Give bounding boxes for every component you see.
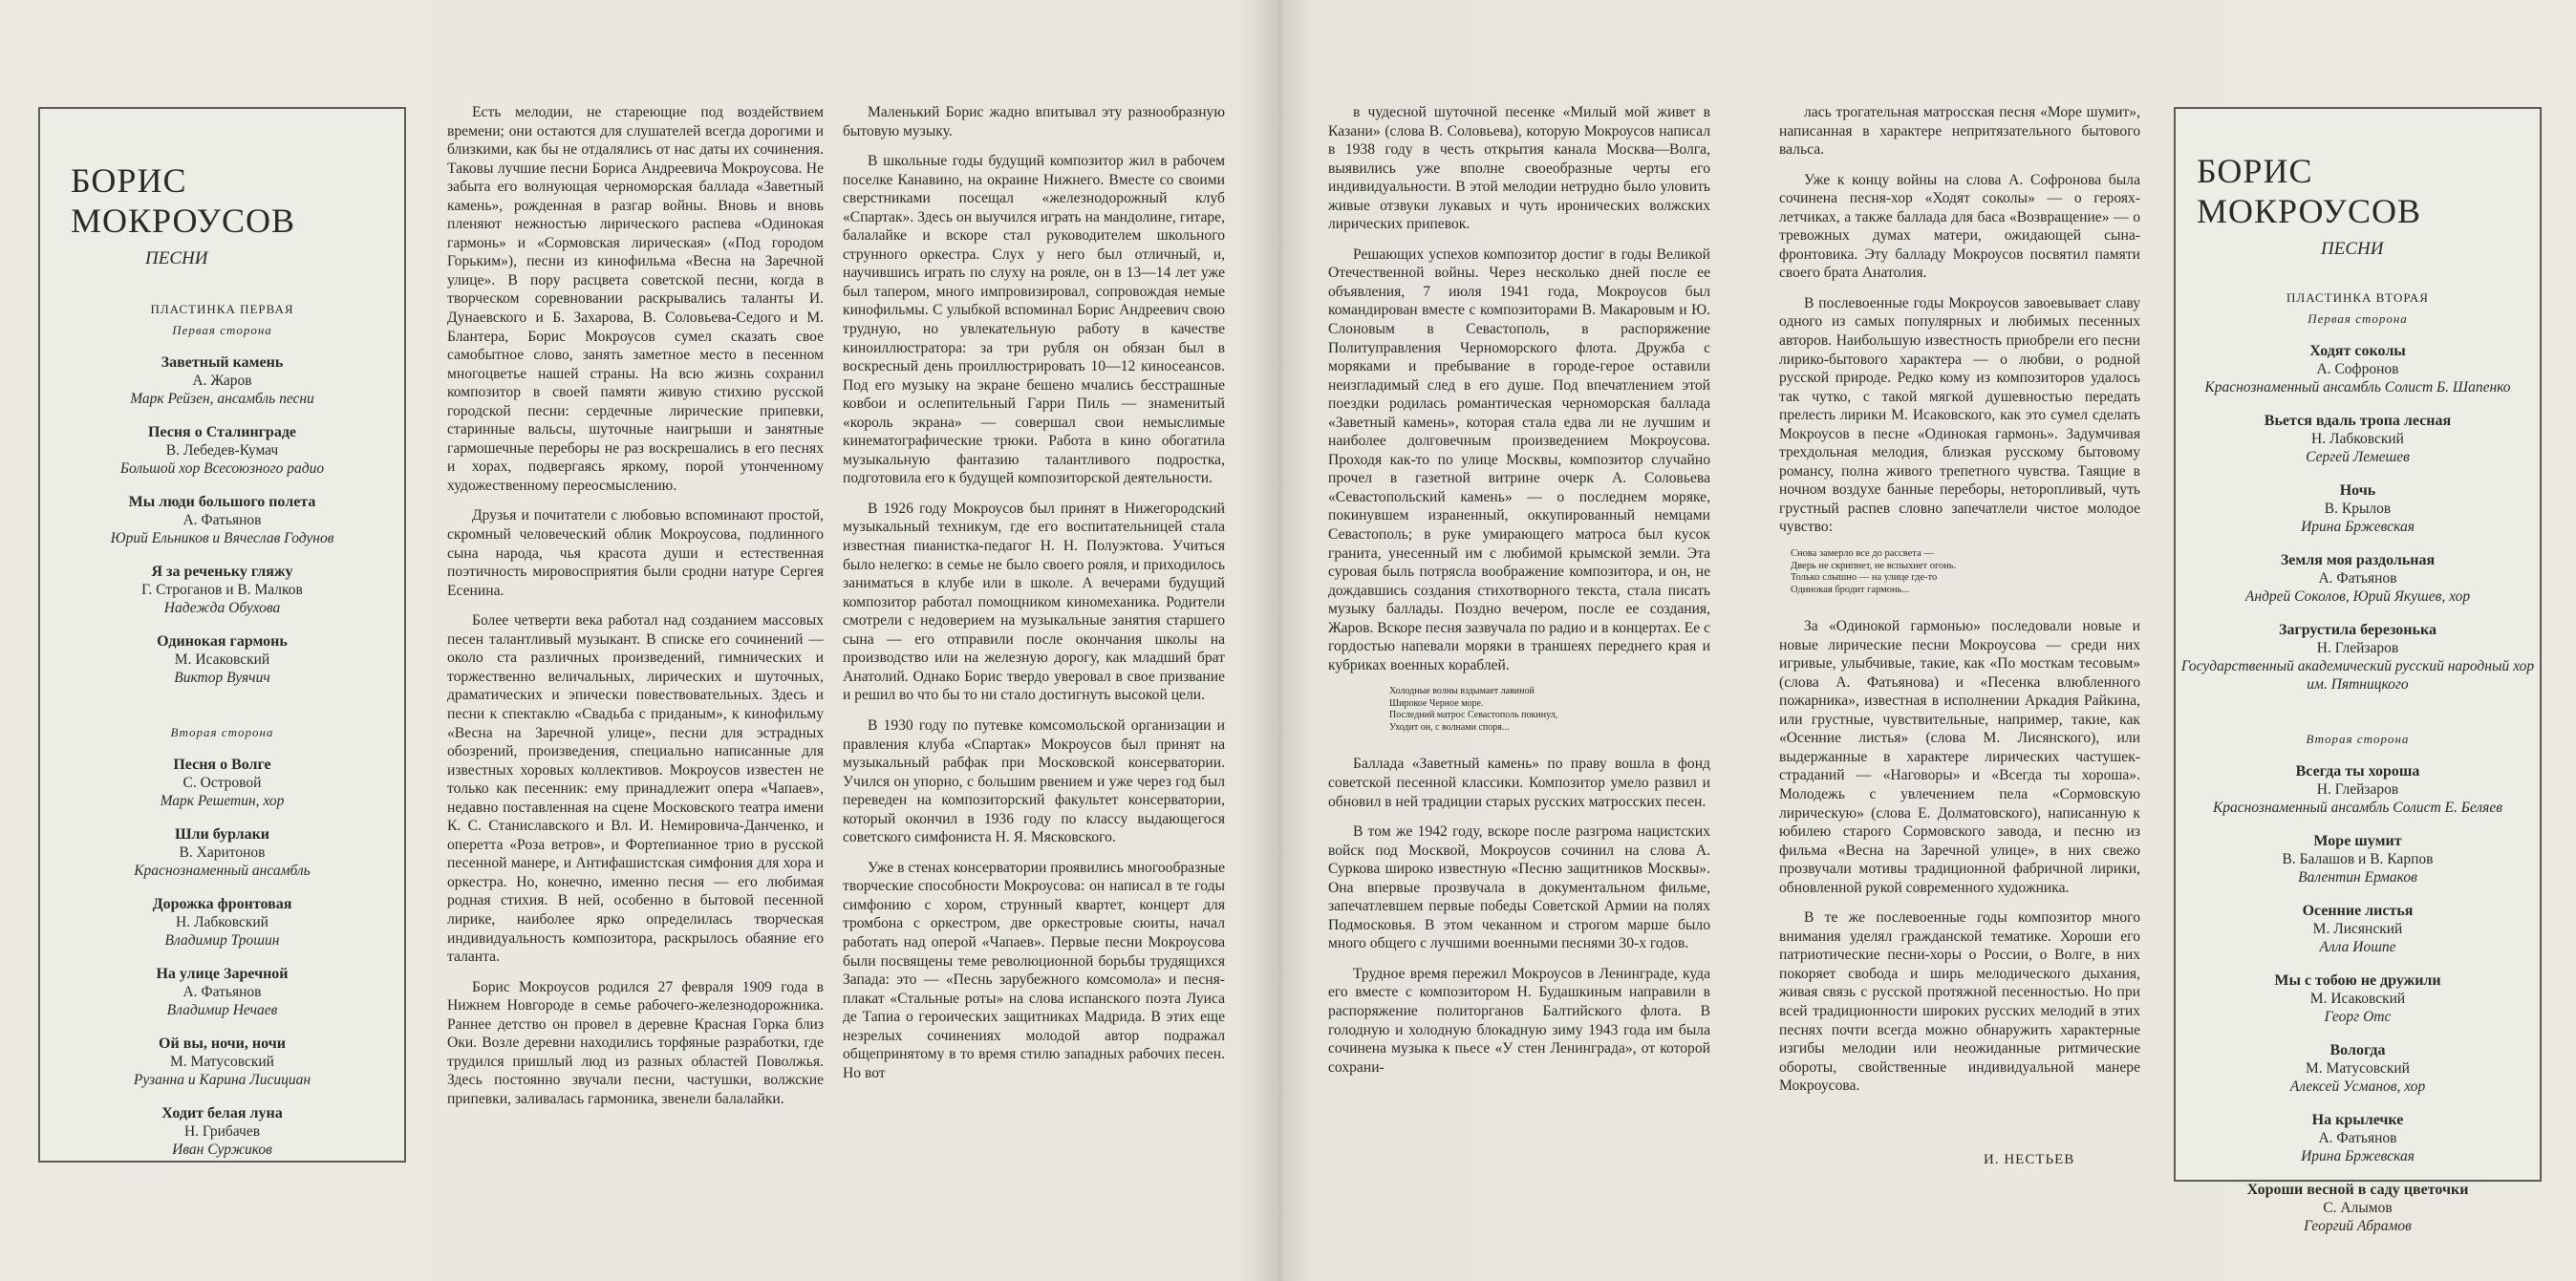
article-paragraph: В 1930 году по путевке комсомольской организации и правления клуба «Спартак» Мокроусов был принят на музыкальный рабфак при Московской консерватории. Учился он упорно, с большим рвением и уже через год был переведен на композиторский факультет консерватории, который окончил в 1936 году по классу выдающегося советского симфониста Н. Я. Мясковского. (843, 716, 1225, 846)
song-performer: Андрей Соколов, Юрий Якушев, хор (2244, 588, 2471, 605)
song-performer: Краснознаменный ансамбль Солист Е. Беляев (2212, 800, 2502, 816)
song-entry (2176, 1181, 2540, 1235)
panel-subtitle: ПЕСНИ (145, 248, 208, 268)
song-performer: Краснознаменный ансамбль (134, 863, 311, 879)
song-title: Море шумит (2313, 833, 2402, 849)
paras-a (1328, 103, 1710, 674)
song-lyricist: А. Фатьянов (2318, 1130, 2397, 1146)
song-performer: Валентин Ермаков (2298, 869, 2417, 886)
article-paragraph: В послевоенные годы Мокроусов завоевывает славу одного из самых популярных и любимых песенных авторов. Наибольшую известность приобрели его песни лирико-бытового характера — о любви, о родной русской природе. Редко кому из композиторов удалось так чутко, с такой мягкой душевностью передать прелесть лирики М. Исаковского, как это сумел сделать Мокроусов в песне «Одинокая гармонь». Задумчивая трехдольная мелодия, близкая русскому бытовому романсу, полна живого трепетного чувства. Таящие в ночном воздухе банные переборы, неторопливый, чуть грустный распев словно запечатлели чистое молодое чувство: (1779, 294, 2140, 536)
song-lyricist: Н. Лабковский (176, 914, 268, 930)
song-title: Земля моя раздольная (2280, 552, 2436, 568)
song-entry (2176, 902, 2540, 956)
song-lyricist: Г. Строганов и В. Малков (141, 582, 303, 598)
article-column-1 (447, 103, 824, 1120)
poem-line: Последний матрос Севастополь покинул, (1389, 710, 1558, 721)
song-entry (40, 1104, 404, 1159)
article-paragraph: В 1926 году Мокроусов был принят в Нижегородский музыкальный техникум, где его воспитательницей стала известная пианистка-педагог Н. Н. Полуэктова. Учиться было нелегко: в семье не было своего рояля, и приходилось заниматься в клубе или в школе. А вечерами будущий композитор работал помощником киномеханика. Родители смотрели с недоверием на музыкальные занятия старшего сына — его отправили после окончания школы на производство или на железную дорогу, как младший брат Анатолий. Однако Борис твердо уверовал в свое призвание и решил во что бы то ни стало достигнуть высокой цели. (843, 500, 1225, 704)
song-lyricist: А. Жаров (192, 373, 252, 389)
article-column-3 (1328, 103, 1710, 1088)
song-title: Ой вы, ночи, ночи (159, 1035, 286, 1052)
song-entry (2176, 481, 2540, 536)
poem-line: Только слышно — на улице где-то (1791, 572, 1938, 584)
song-lyricist: А. Софронов (2316, 361, 2399, 377)
song-performer: Ирина Бржевская (2301, 1148, 2415, 1164)
song-entry (40, 493, 404, 547)
article-paragraph: Друзья и почитатели с любовью вспоминают простой, скромный человеческий облик Мокроусова, подлинного сына народа, чья красота души и естественная поэтичность мировосприятия были сродни натуре Сергея Есенина. (447, 507, 824, 599)
song-entry (40, 756, 404, 810)
side-label: Вторая сторона (2306, 732, 2410, 746)
song-performer: Георг Отс (2324, 1009, 2392, 1025)
song-title: Осенние листья (2302, 903, 2414, 919)
article-paragraph: В том же 1942 году, вскоре после разгрома нацистских войск под Москвой, Мокроусов сочинил на слова А. Суркова широко известную «Песню защитников Москвы». Она впервые прозвучала в документальном фильме, запечатлевшем первые победы Советской Армии на полях Подмосковья. В этом чеканном и строгом марше было много общего с лучшими военными песнями 30-х годов. (1328, 823, 1710, 952)
song-performer: Сергей Лемешев (2306, 449, 2410, 465)
song-title: Песня о Волге (173, 757, 271, 773)
song-title: На крылечке (2311, 1112, 2404, 1128)
song-lyricist: А. Фатьянов (2318, 570, 2397, 587)
song-performer: Алла Иошпе (2319, 939, 2396, 955)
song-lyricist: М. Исаковский (2309, 991, 2406, 1007)
song-entry (2176, 832, 2540, 886)
poem-line: Снова замерло все до рассвета — (1791, 548, 1934, 560)
song-entry (40, 563, 404, 617)
song-title: Дорожка фронтовая (152, 896, 292, 912)
song-performer: Ирина Бржевская (2301, 519, 2415, 535)
song-performer: Владимир Трошин (164, 932, 280, 949)
song-lyricist: А. Фатьянов (182, 512, 262, 528)
song-title: Мы с тобою не дружили (2274, 972, 2441, 989)
song-lyricist: С. Островой (182, 775, 262, 791)
center-fold (1252, 0, 1309, 1281)
song-lyricist: В. Крылов (2324, 501, 2392, 517)
song-entry (40, 895, 404, 950)
article-column-2 (843, 103, 1225, 1094)
paras-b (1328, 755, 1710, 1077)
song-lyricist: В. Харитонов (179, 844, 266, 861)
song-performer: Рузанна и Карина Лисициан (133, 1072, 311, 1088)
article-paragraph: Борис Мокроусов родился 27 февраля 1909 года в Нижнем Новгороде в семье рабочего-железнодорожника. Раннее детство он провел в деревне Красная Горка близ Оки. Возле деревни находились торфяные разработки, где трудился пришлый люд из разных областей Поволжья. Здесь постоянно звучали песни, частушки, волжские припевки, заливалась гармоника, звенели балалайки. (447, 978, 824, 1107)
song-title: Загрустила березонька (2279, 622, 2436, 638)
song-title: Шли бурлаки (174, 826, 270, 843)
poem-quote (1791, 548, 2140, 596)
article-paragraph: Уже к концу войны на слова А. Софронова была сочинена песня-хор «Ходят соколы» — о героях-летчиках, а также баллада для баса «Возвращение» — о тревожных думах матери, ожидающей сына-фронтовика. Эту балладу Мокроусов посвятил памяти своего брата Анатолия. (1779, 171, 2140, 282)
song-entry (2176, 412, 2540, 466)
article-paragraph: Маленький Борис жадно впитывал эту разнообразную бытовую музыку. (843, 104, 1225, 139)
song-performer: Краснознаменный ансамбль Солист Б. Шапенко (2204, 379, 2511, 395)
poem-line: Холодные волны вздымает лавиной (1389, 686, 1535, 697)
panel-subtitle: ПЕСНИ (2321, 239, 2384, 259)
song-performer: Государственный академический русский народный хор им. Пятницкого (2180, 658, 2535, 693)
song-performer: Георгий Абрамов (2304, 1218, 2412, 1234)
article-paragraph: В школьные годы будущий композитор жил в рабочем поселке Канавино, на окраине Нижнего. Вместе со своими сверстниками посещал «железнодорожный клуб «Спартак». Здесь он выучился играть на мандолине, гитаре, балалайке и вскоре стал руководителем школьного струнного оркестра. Слух у него был отличный, и, научившись играть по слуху на рояле, он в 13—14 лет уже был тапером, много импровизировал, сопровождая немые кинофильмы. С улыбкой вспоминал Борис Андреевич свою трудную, но увлекательную работу в качестве киноиллюстратора: за три рубля он обязан был в воскресный день проиллюстрировать 10—12 киносеансов. Под его музыку на экране бешено мчались бесстрашные ковбои и ослепительный Гарри Пиль — знаменитый «король экрана» — совершал свои немыслимые кинематографические трюки. Работа в кино обогатила музыкальную фантазию талантливого подростка, подготовила его к будущей композиторской деятельности. (843, 153, 1225, 487)
song-lyricist: В. Балашов и В. Карпов (2282, 851, 2434, 867)
song-title: Одинокая гармонь (157, 633, 288, 650)
song-lyricist: М. Матусовский (170, 1054, 274, 1070)
panel-title: БОРИС МОКРОУСОВ (2197, 152, 2421, 230)
author-signature: И. НЕСТЬЕВ (1984, 1152, 2075, 1167)
song-entry (40, 632, 404, 687)
song-lyricist: Н. Глейзаров (2316, 640, 2399, 656)
song-title: Мы люди большого полета (128, 494, 316, 510)
article-paragraph: Более четверти века работал над созданием массовых песен талантливый музыкант. В списке его сочинений — около ста различных произведений, гимнических и торжественно величальных, лирических и шуточных, драматических и эпически повествовательных. Здесь и песни к спектаклю «Свадьба с приданым», к кинофильму «Весна на Заречной улице», песни для эстрадных обозрений, произведения, специально написанные для известных хоровых коллективов. Мокроусов известен не только как песенник: ему принадлежит опера «Чапаев», недавно поставленная на сцене Московского театра имени К. С. Станиславского и Вл. И. Немировича-Данченко, и оперетта «Роза ветров», и Фортепианное трио в русской песенной манере, и Антифашистская симфония для хора и оркестра. Но, конечно, именно песня — его любимая родная стихия. В ней, особенно в бытовой песенной лирике, наиболее ярко определилась творческая индивидуальность композитора, раскрылось обаяние его таланта. (447, 612, 824, 966)
song-lyricist: Н. Лабковский (2311, 431, 2404, 447)
song-performer: Надежда Обухова (163, 600, 281, 616)
article-column-4 (1779, 103, 2140, 1107)
song-lyricist: М. Лисянский (2312, 921, 2403, 937)
song-list (2176, 762, 2540, 1235)
plate-label: ПЛАСТИНКА ВТОРАЯ (2286, 290, 2429, 305)
tracklist-panel-left (38, 107, 406, 1163)
song-lyricist: М. Матусовский (2306, 1060, 2410, 1077)
song-entry (2176, 621, 2540, 694)
song-entry (2176, 342, 2540, 396)
song-list (2176, 342, 2540, 694)
song-entry (2176, 762, 2540, 817)
song-title: Хороши весной в саду цветочки (2246, 1182, 2469, 1198)
poem-line: Широкое Черное море. (1389, 697, 1484, 709)
song-lyricist: А. Фатьянов (182, 984, 262, 1000)
article-paragraph: В те же послевоенные годы композитор много внимания уделял гражданской тематике. Хороши его патриотические песни-хоры о России, о Волге, в них покоряет свобода и ширь мелодического дыхания, живая связь с русской протяжной песенностью. Но при всей традиционности широких русских мелодий в этих песнях почти всегда можно обнаружить характерные изгибы мелодии или неожиданные ритмические обороты, свойственные индивидуальной манере Мокроусова. (1779, 909, 2140, 1095)
song-title: На улице Заречной (156, 966, 289, 982)
article-paragraph: Трудное время пережил Мокроусов в Ленинграде, куда его вместе с композитором Н. Будашкиным направили в распоряжение политорганов Балтийского флота. В голодную и холодную блокадную зиму 1943 года им была сочинена музыка к пьесе «У стен Ленинграда», от которой сохрани- (1328, 965, 1710, 1076)
article-paragraph: Уже в стенах консерватории проявились многообразные творческие способности Мокроусова: он написал в те годы симфонию с хором, струнный квартет, концерт для тромбона с оркестром, две оркестровые сюиты, начал работать над оперой «Чапаев». Первые песни Мокроусова были посвящены теме революционной борьбы трудящихся Запада: это — «Песнь зарубежного комсомола» и песня-плакат «Стальные роты» на слова испанского поэта Луиса де Тапиа о героических защитниках Мадрида. В этих еще незрелых сочинениях молодой автор подражал общепринятому в то время стилю западных рабочих песен. Но вот (843, 859, 1225, 1081)
article-paragraph: Решающих успехов композитор достиг в годы Великой Отечественной войны. Через несколько дней после ее объявления, 7 июля 1941 года, Мокроусов был командирован вместе с композиторами В. Макаровым и Ю. Слоновым в Севастополь, в распоряжение Политуправления Черноморского флота. Дружба с моряками и пребывание в городе-герое оставили неизгладимый след в его душе. Под впечатлением этой поездки родилась романтическая черноморская баллада «Заветный камень», которая стала едва ли не лучшим и наиболее долговечным произведением Мокроусова. Проходя как-то по улице Москвы, композитор случайно прочел в газетной витрине очерк А. Соловьева «Севастопольский камень» — о последнем моряке, покинувшем израненный, оккупированный немцами Севастополь; в руке умирающего матроса был кусок гранита, унесенный им с любимой крымской земли. Эта суровая быль потрясла воображение композитора, и он, не дождавшись создания стихотворного текста, стала писать музыку баллады. Поздно вечером, после ее создания, Жаров. Вскоре песня зазвучала по радио и в концертах. Ее с гордостью напевали моряки в траншеях переднего края и кубриках военных кораблей. (1328, 246, 1710, 673)
song-performer: Большой хор Всесоюзного радио (119, 460, 325, 477)
song-lyricist: М. Исаковский (174, 651, 270, 668)
plate-label: ПЛАСТИНКА ПЕРВАЯ (150, 302, 294, 316)
song-title: Ночь (2339, 482, 2376, 499)
song-performer: Юрий Ельников и Вячеслав Годунов (110, 530, 334, 546)
song-entry (2176, 551, 2540, 606)
song-lyricist: С. Алымов (2323, 1200, 2393, 1216)
song-entry (40, 965, 404, 1019)
song-entry (2176, 1041, 2540, 1096)
song-performer: Иван Суржиков (172, 1142, 272, 1158)
song-performer: Марк Решетин, хор (160, 793, 285, 809)
song-performer: Марк Рейзен, ансамбль песни (130, 391, 314, 407)
song-title: Песня о Сталинграде (147, 424, 297, 440)
side-label: Вторая сторона (170, 725, 274, 739)
song-entry (2176, 1111, 2540, 1165)
song-title: Заветный камень (161, 354, 284, 371)
poem-quote (1389, 686, 1710, 734)
article-paragraph: Баллада «Заветный камень» по праву вошла в фонд советской песенной классики. Композитор умело развил и обновил в ней традиции старых русских матросских песен. (1328, 756, 1710, 810)
poem-line: Дверь не скрипнет, не вспыхнет огонь. (1791, 560, 1957, 571)
song-title: Ходит белая луна (161, 1105, 283, 1121)
song-title: Вологда (2329, 1042, 2386, 1058)
song-entry (40, 353, 404, 408)
song-entry (2176, 971, 2540, 1026)
song-title: Всегда ты хороша (2295, 763, 2420, 779)
song-performer: Владимир Нечаев (166, 1002, 278, 1018)
song-entry (40, 423, 404, 478)
side-label: Первая сторона (2308, 311, 2408, 326)
song-lyricist: В. Лебедев-Кумач (165, 442, 279, 459)
paras-a (1779, 103, 2140, 537)
side-label: Первая сторона (172, 323, 272, 337)
song-lyricist: Н. Глейзаров (2316, 781, 2399, 798)
song-title: Я за реченьку гляжу (151, 564, 293, 580)
tracklist-panel-right (2174, 107, 2542, 1234)
song-performer: Алексей Усманов, хор (2289, 1078, 2426, 1095)
song-entry (40, 825, 404, 880)
song-list (40, 353, 404, 687)
article-paragraph: За «Одинокой гармонью» последовали новые и новые лирические песни Мокроусова — среди них игривые, улыбчивые, такие, как «По мосткам тесовым» (слова А. Фатьянова) и «Песенка влюбленного пожарника», известная в исполнении Аркадия Райкина, или грустные, чувствительные, например, такие, как «Осенние листья» (слова М. Лисянского), или выдержанные в характере лирических частушек-страданий — «Наговоры» и «Всегда ты хороша». Молодежь с увлечением пела «Сормовскую лирическую» (слова Е. Долматовского), написанную к юбилею старого Сормовского завода, и песню из фильма «Весна на Заречной улице», в них свежо прозвучали мотивы традиционной фабричной лирики, обновленной рукой современного художника. (1779, 618, 2140, 896)
article-paragraph: лась трогательная матросская песня «Море шумит», написанная в характере непритязательного бытового вальса. (1779, 104, 2140, 159)
panel-title: БОРИС МОКРОУСОВ (71, 161, 295, 240)
article-paragraph: Есть мелодии, не стареющие под воздействием времени; они остаются для слушателей всегда дорогими и близкими, как бы не отдалялись от нас даты их сочинения. Таковы лучшие песни Бориса Андреевича Мокроусова. Не забыта его волнующая черноморская баллада «Заветный камень», рожденная в разгар войны. Вновь и вновь пленяют нежностью лирического распева «Одинокая гармонь» и «Сормовская лирическая» («Под городом Горьким»), песни из кинофильма «Весна на Заречной улице». В пору расцвета советской песни, когда в творческом соревновании раскрывались таланты И. Дунаевского и Б. Захарова, В. Соловьева-Седого и М. Блантера, Борис Мокроусов сумел сказать свое самобытное слово, занять заметное место в песенном многоцветье нашей страны. На всю жизнь сохранил композитор в своей памяти живую стихию русской городской песни: сердечные лирические припевки, старинные вальсы, шуточные наигрыши и занятные гармошечные переборы не раз воскрешались в его песнях и хорах, подвергаясь яркому, порой утонченному художественному переосмыслению. (447, 104, 824, 494)
song-lyricist: Н. Грибачев (183, 1123, 261, 1140)
song-entry (40, 1035, 404, 1089)
song-performer: Виктор Вуячич (174, 670, 270, 686)
poem-line: Уходит он, с волнами споря... (1389, 721, 1510, 733)
song-title: Вьется вдаль тропа лесная (2264, 413, 2452, 429)
article-paragraph: в чудесной шуточной песенке «Милый мой живет в Казани» (слова В. Соловьева), которую Мокроусов написал в 1938 году в честь открытия канала Москва—Волга, выявились уже вполне своеобразные черты его индивидуальности. В этой мелодии нетрудно было уловить живые отзвуки лукавых и чуть иронических волжских лирических припевок. (1328, 104, 1710, 233)
paras-b (1779, 617, 2140, 1096)
poem-line: Одинокая бродит гармонь... (1791, 584, 1910, 595)
song-list (40, 756, 404, 1159)
song-title: Ходят соколы (2309, 343, 2406, 359)
